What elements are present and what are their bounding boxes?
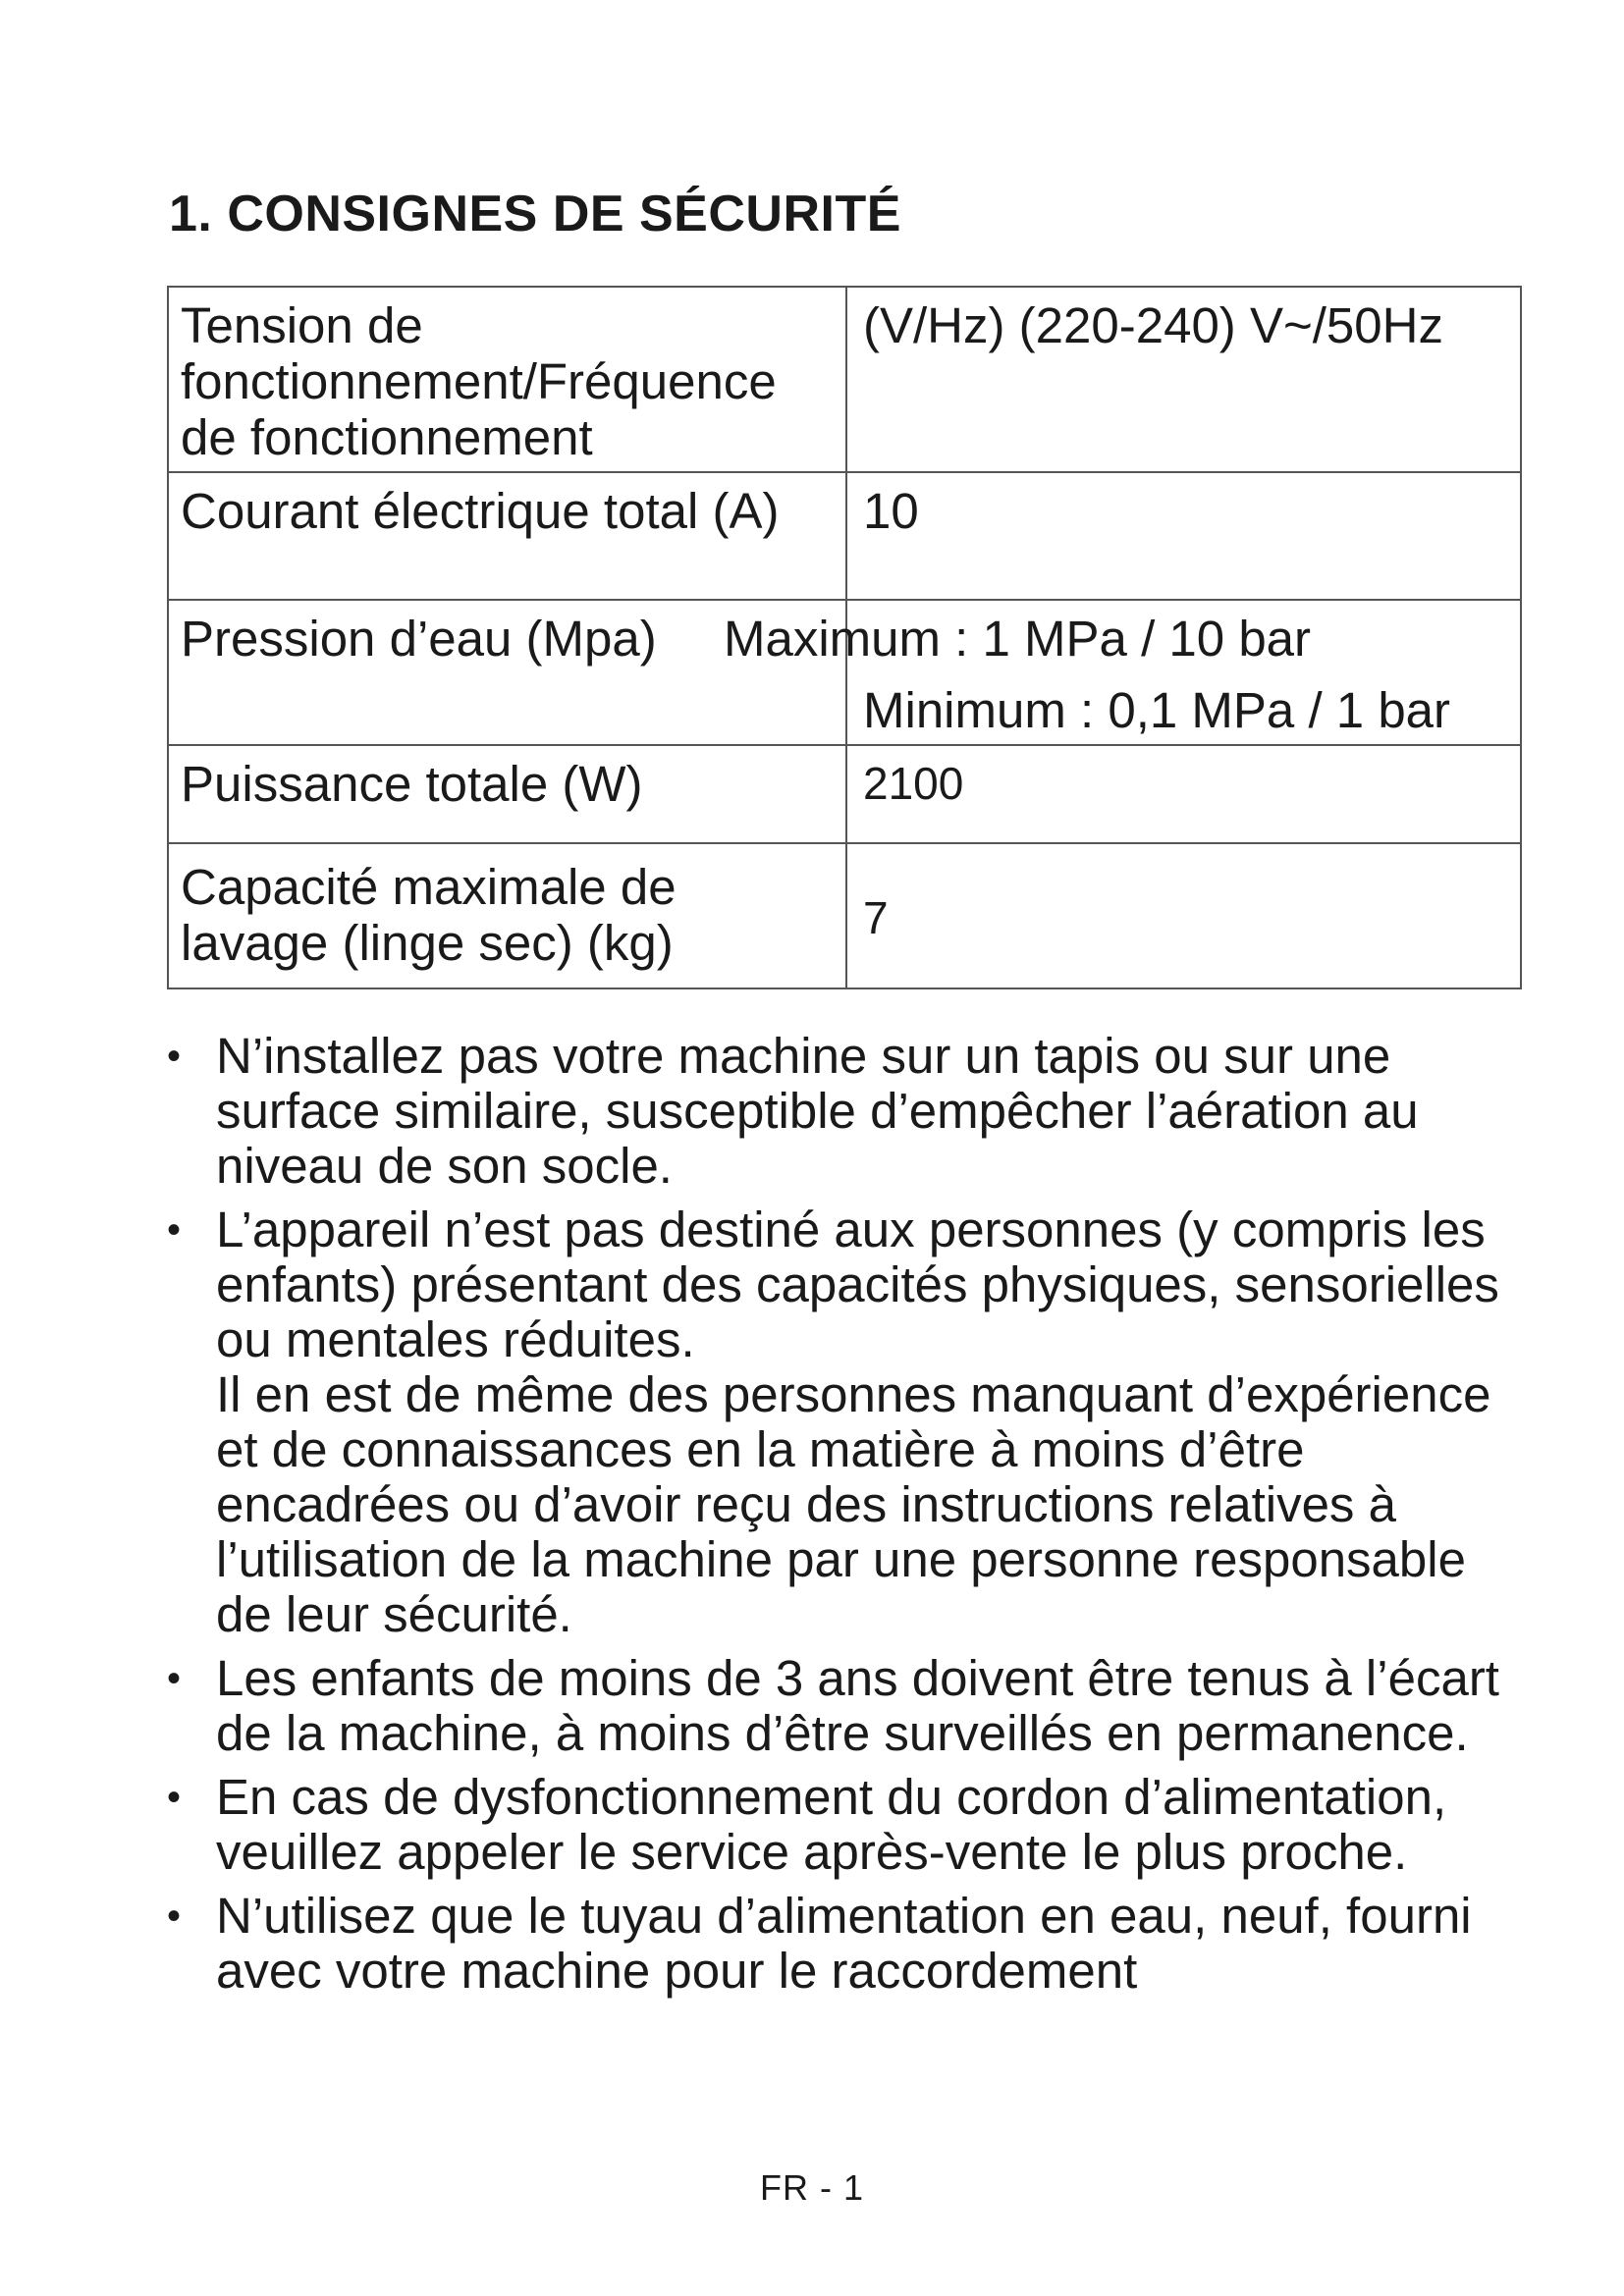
list-item — [167, 1029, 1532, 1194]
pression-label: Pression d’eau (Mpa) — [168, 600, 846, 745]
list-item — [167, 1202, 1532, 1642]
pression-maximum: Maximum : 1 MPa / 10 bar — [724, 611, 1312, 667]
list-item — [167, 1651, 1532, 1761]
bullet-icon: • — [167, 1208, 182, 1252]
table-row-pression — [168, 600, 1521, 745]
instruction-text: N’installez pas votre machine sur un tapis ou sur une surface similaire, susceptible d’empêcher l’aération au niveau de son socle. — [216, 1028, 1419, 1194]
pression-value — [724, 600, 1521, 745]
list-item — [167, 1770, 1532, 1880]
safety-instructions-list — [167, 1029, 1532, 2007]
table-row-capacite — [168, 843, 1521, 988]
instruction-text: L’appareil n’est pas destiné aux personnes (y compris les enfants) présentant des capacités physiques, sensorielles ou mentales réduites. — [216, 1201, 1499, 1367]
instruction-text: N’utilisez que le tuyau d’alimentation en eau, neuf, fourni avec votre machine pour le raccordement — [216, 1888, 1472, 1999]
table-row-courant — [168, 472, 1521, 600]
bullet-icon: • — [167, 1895, 182, 1938]
table-row-puissance — [168, 745, 1521, 843]
puissance-label: Puissance totale (W) — [168, 745, 846, 843]
page-number: FR - 1 — [759, 2167, 864, 2208]
page-title: 1. CONSIGNES DE SÉCURITÉ — [169, 186, 901, 242]
list-item — [167, 1889, 1532, 1999]
instruction-text: Les enfants de moins de 3 ans doivent être tenus à l’écart de la machine, à moins d’être surveillés en permanence. — [216, 1650, 1499, 1761]
courant-value: 10 — [846, 472, 1521, 600]
tension-value: (V/Hz) (220-240) V~/50Hz — [846, 287, 1521, 472]
bullet-icon: • — [167, 1776, 182, 1819]
puissance-value: 2100 — [846, 745, 1521, 843]
capacite-label: Capacité maximale de lavage (linge sec) (kg) — [168, 843, 846, 988]
instruction-text: En cas de dysfonctionnement du cordon d’alimentation, veuillez appeler le service après-vente le plus proche. — [216, 1769, 1447, 1880]
capacite-value: 7 — [846, 843, 1521, 988]
bullet-icon: • — [167, 1657, 182, 1700]
pression-minimum: Minimum : 0,1 MPa / 1 bar — [863, 682, 1451, 738]
bullet-icon: • — [167, 1035, 182, 1078]
specifications-table — [167, 286, 1522, 989]
instruction-text-continued: Il en est de même des personnes manquant d’expérience et de connaissances en la matière à moins d’être encadrées ou d’avoir reçu des instructions relatives à l’utilisation de la machine par une personne responsable de leur sécurité. — [216, 1366, 1491, 1642]
table-row-tension — [168, 287, 1521, 472]
courant-label: Courant électrique total (A) — [168, 472, 846, 600]
tension-label: Tension de fonctionnement/Fréquence de fonctionnement — [168, 287, 846, 472]
